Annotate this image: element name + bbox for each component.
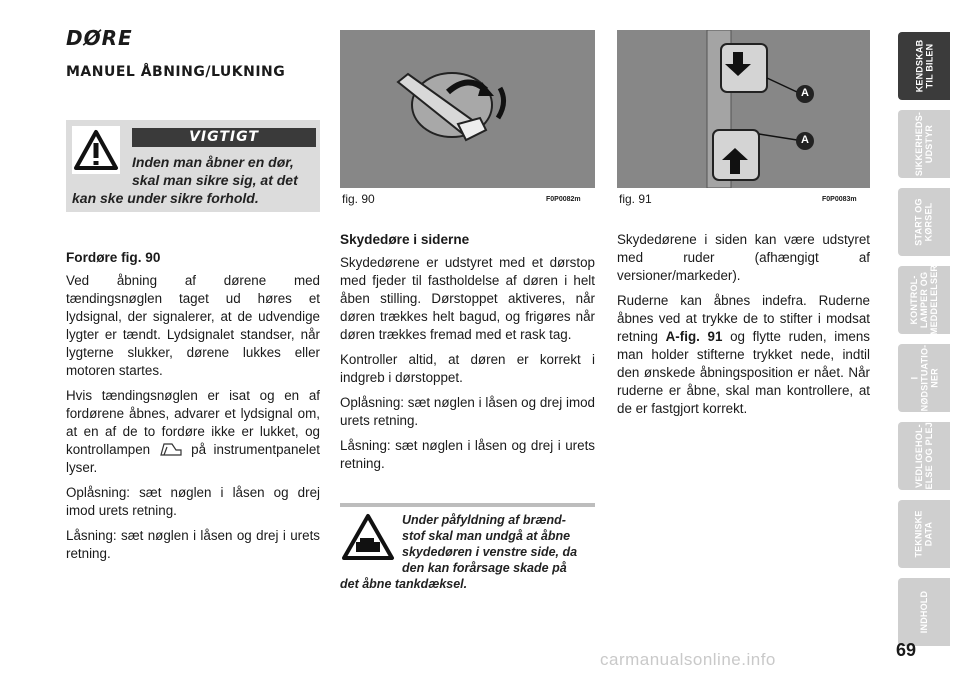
fuel-warning-triangle-icon bbox=[340, 512, 396, 562]
figure-90-image bbox=[340, 30, 595, 188]
fuel-warning-rule bbox=[340, 503, 595, 507]
chapter-tab-label: KENDSKAB TIL BILEN bbox=[914, 39, 935, 93]
chapter-tab-label: I NØDSITUATIO- NER bbox=[909, 344, 940, 412]
chapter-tab[interactable] bbox=[898, 188, 950, 256]
paragraph: Ved åbning af dørene med tændingsnøglen taget ud høres et lydsignal, der signalerer, at de udvendige lygter er tændt. Lydsignalet standser, når lygterne slukker, dørene lukkes eller motoren startes. bbox=[66, 273, 320, 378]
front-doors-heading: Fordøre fig. 90 bbox=[66, 250, 161, 265]
chapter-tab-label: VEDLIGEHOL- DELSE OG PLEJE bbox=[914, 415, 935, 497]
warning-line-2: skal man sikre sig, at det bbox=[132, 172, 298, 188]
sliding-windows-section bbox=[617, 231, 870, 425]
warning-line-3: kan ske under sikre forhold. bbox=[72, 190, 259, 206]
section-subtitle: MANUEL ÅBNING/LUKNING bbox=[66, 64, 286, 80]
fuel-warning-line-5: det åbne tankdæksel. bbox=[340, 577, 468, 591]
figure-reference: A-fig. 91 bbox=[665, 329, 723, 344]
paragraph: Låsning: sæt nøglen i låsen og drej i urets retning. bbox=[340, 438, 595, 471]
sliding-doors-section bbox=[340, 231, 595, 480]
paragraph: Ruderne kan åbnes indefra. Ruderne åbnes ved at trykke de to stifter i modsat retning A-fig. 91 og flytte ruden, imens man holder stifterne trykket nede, indtil den ønskede åbningsposition er nået. Når ruderne er åbne, skal man kontrollere, at de er fastgjort korrekt. bbox=[617, 293, 870, 416]
figure-91-code: F0P0083m bbox=[822, 196, 857, 203]
chapter-tab[interactable] bbox=[898, 500, 950, 568]
chapter-tab-label: TEKNISKE DATA bbox=[913, 510, 934, 558]
paragraph: Hvis tændingsnøglen er isat og en af fordørene åbnes, advarer et lydsignal om, at en af de to fordøre ikke er lukket, og kontrollampen på instrumentpanelet lyser. bbox=[66, 388, 320, 475]
sliding-doors-heading: Skydedøre i siderne bbox=[340, 232, 470, 247]
chapter-tab[interactable] bbox=[898, 32, 950, 100]
figure-90-caption: fig. 90 bbox=[342, 192, 375, 206]
warning-triangle-icon bbox=[72, 126, 120, 174]
paragraph: Låsning: sæt nøglen i låsen og drej i urets retning. bbox=[66, 528, 320, 561]
label-a-bottom: A bbox=[801, 134, 809, 146]
chapter-tab-label: INDHOLD bbox=[919, 590, 929, 634]
paragraph: Skydedørene i siden kan være udstyret med ruder (afhængigt af versioner/markeder). bbox=[617, 232, 870, 283]
figure-91-image bbox=[617, 30, 870, 188]
page-number: 69 bbox=[896, 640, 917, 660]
paragraph: Oplåsning: sæt nøglen i låsen og drej imod urets retning. bbox=[66, 485, 320, 518]
sliding-window-illustration bbox=[617, 30, 870, 188]
figure-91-caption: fig. 91 bbox=[619, 192, 652, 206]
chapter-tab[interactable] bbox=[898, 344, 950, 412]
chapter-tab[interactable] bbox=[898, 266, 950, 334]
door-open-warning-icon bbox=[158, 441, 184, 457]
paragraph: Skydedørene er udstyret med et dørstop med fjeder til fastholdelse af døren i helt åben stilling. Dørstoppet aktiveres, når døren trækkes helt bagud, og frigøres når døren trækkes fremad med et rask tag. bbox=[340, 255, 595, 342]
chapter-tab-label: KONTROL- LAMPER OG MEDDELELSER bbox=[909, 264, 939, 336]
chapter-tab-label: START OG KØRSEL bbox=[914, 198, 934, 246]
fuel-warning-line-4: den kan forårsage skade på bbox=[402, 561, 567, 575]
fuel-warning-line-3: skydedøren i venstre side, da bbox=[402, 545, 578, 559]
fuel-warning-line-1: Under påfyldning af brænd- bbox=[402, 513, 566, 527]
chapter-tab[interactable] bbox=[898, 415, 950, 497]
chapter-tab-label: SIKKERHEDS- UDSTYR bbox=[914, 111, 934, 177]
fuel-warning-line-2: stof skal man undgå at åbne bbox=[402, 529, 571, 543]
chapter-tab[interactable] bbox=[898, 578, 950, 646]
chapter-tab[interactable] bbox=[898, 110, 950, 178]
label-a-top: A bbox=[801, 87, 809, 99]
page-title: DØRE bbox=[66, 26, 133, 50]
front-doors-section bbox=[66, 249, 320, 570]
warning-line-1: Inden man åbner en dør, bbox=[132, 154, 294, 170]
paragraph: Kontroller altid, at døren er korrekt i indgreb i dørstoppet. bbox=[340, 352, 595, 385]
watermark: carmanualsonline.info bbox=[600, 650, 776, 669]
warning-label: VIGTIGT bbox=[132, 128, 316, 147]
paragraph: Oplåsning: sæt nøglen i låsen og drej imod urets retning. bbox=[340, 395, 595, 428]
door-handle-illustration bbox=[340, 30, 595, 188]
figure-90-code: F0P0082m bbox=[546, 196, 581, 203]
